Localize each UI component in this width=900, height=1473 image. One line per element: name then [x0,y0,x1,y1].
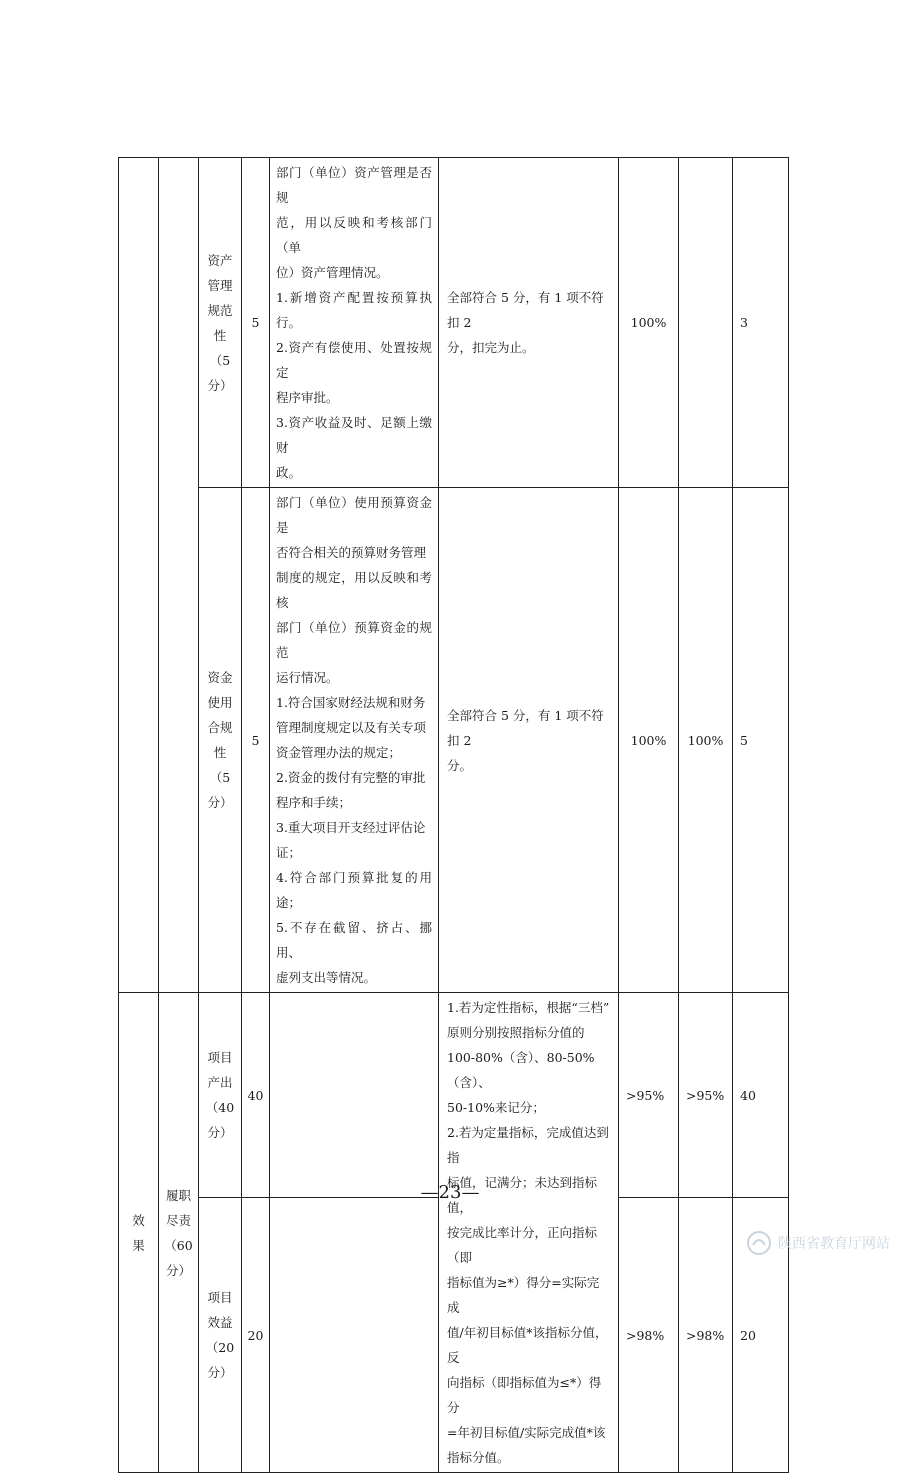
category-effect: 效 果 [119,993,159,1473]
target-fund: 100% [619,488,679,993]
actual-fund: 100% [679,488,733,993]
page-number: —23— [420,1182,480,1203]
weight-fund: 5 [242,488,270,993]
weight-benefit: 20 [242,1198,270,1473]
description-benefit-empty [270,1198,439,1473]
scoring-fund: 全部符合 5 分，有 1 项不符扣 2 分。 [439,488,619,993]
row-asset-management [119,158,789,488]
actual-asset [679,158,733,488]
scoring-asset: 全部符合 5 分，有 1 项不符扣 2 分，扣完为止。 [439,158,619,488]
indicator-asset: 资产 管理 规范 性 （5 分） [199,158,242,488]
category-cell-empty [119,158,159,993]
actual-output: >95% [679,993,733,1198]
target-output: >95% [619,993,679,1198]
weight-output: 40 [242,993,270,1198]
score-benefit: 20 [733,1198,789,1473]
watermark-text: 陕西省教育厅网站 [778,1236,890,1252]
subcategory-duty: 履职 尽责 （60 分） [159,993,199,1473]
scoring-effect: 1.若为定性指标，根据“三档” 原则分别按照指标分值的 100-80%（含）、80-50%（含）、 50-10%来记分； 2.若为定量指标，完成值达到指 标值，记满分；未达到指标值， 按完成比率计分，正向指标（即 指标值为≥*）得分=实际完成 值/年初目标值*该指标分值，反 向指标（即指标值为≤*）得分 =年初目标值/实际完成值*该 指标分值。 [439,993,619,1473]
actual-benefit: >98% [679,1198,733,1473]
target-benefit: >98% [619,1198,679,1473]
indicator-fund: 资金 使用 合规 性 （5 分） [199,488,242,993]
row-project-output [119,993,789,1198]
score-asset: 3 [733,158,789,488]
target-asset: 100% [619,158,679,488]
indicator-benefit: 项目 效益 （20 分） [199,1198,242,1473]
description-asset: 部门（单位）资产管理是否规 范，用以反映和考核部门（单 位）资产管理情况。 1.新增资产配置按预算执行。 2.资产有偿使用、处置按规定 程序审批。 3.资产收益及时、足额上缴财 政。 [270,158,439,488]
subcategory-cell-empty [159,158,199,993]
weight-asset: 5 [242,158,270,488]
description-fund: 部门（单位）使用预算资金是 否符合相关的预算财务管理 制度的规定，用以反映和考核 部门（单位）预算资金的规范 运行情况。 1.符合国家财经法规和财务 管理制度规定以及有关专项 资金管理办法的规定； 2.资金的拨付有完整的审批 程序和手续； 3.重大项目开支经过评估论 证； 4.符合部门预算批复的用途； 5.不存在截留、挤占、挪用、 虚列支出等情况。 [270,488,439,993]
description-output-empty [270,993,439,1198]
indicator-output: 项目 产出 （40 分） [199,993,242,1198]
row-fund-usage [119,488,789,993]
site-watermark [720,1226,890,1260]
evaluation-table [118,157,789,1473]
score-output: 40 [733,993,789,1198]
watermark-logo-icon [746,1230,772,1256]
score-fund: 5 [733,488,789,993]
